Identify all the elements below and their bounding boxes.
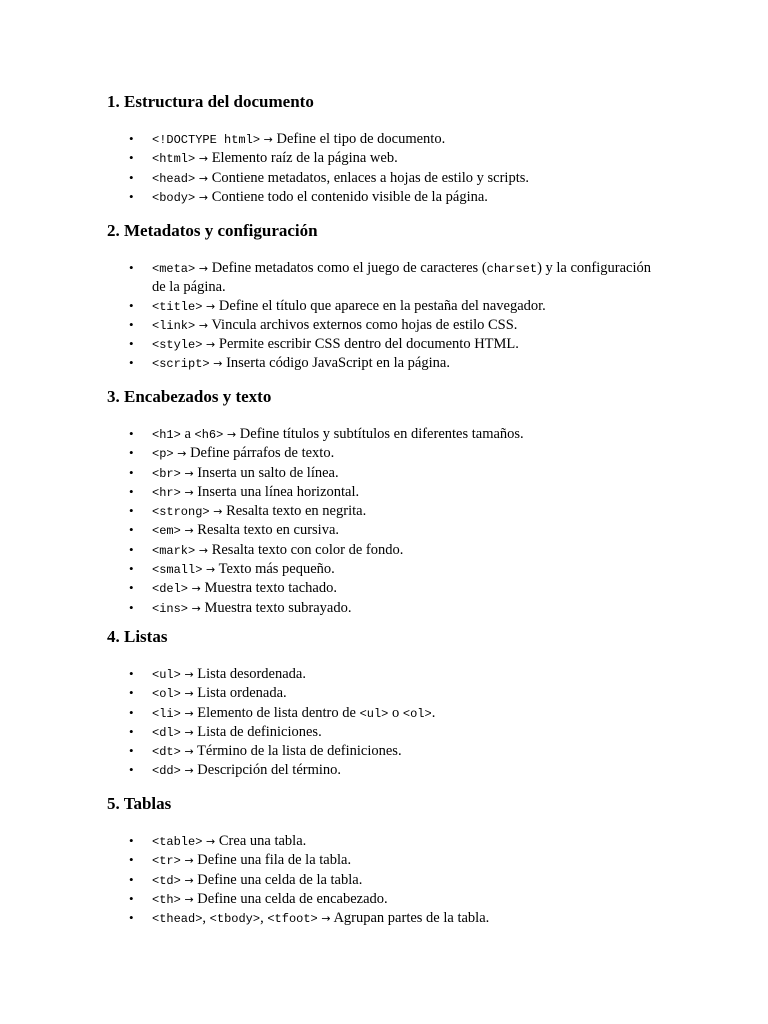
section-metadata-config [107, 221, 667, 374]
bullet-icon: • [129, 522, 134, 538]
section-lists [107, 627, 667, 781]
item-description: Resalta texto en cursiva. [197, 522, 340, 539]
code-tag: <h6> [194, 428, 224, 442]
code-tag: <td> [152, 873, 181, 888]
arrow-icon: → [184, 854, 194, 868]
list-item [107, 890, 667, 909]
bullet-icon: • [129, 131, 134, 146]
connector-text: , [202, 910, 210, 927]
item-description: Define el tipo de documento. [276, 131, 446, 147]
item-description: Inserta código JavaScript en la página. [226, 355, 450, 372]
code-tag: <del> [152, 582, 189, 597]
bullet-icon: • [129, 561, 134, 577]
bullet-icon: • [129, 833, 134, 848]
list-item [107, 188, 667, 207]
code-tag: <link> [152, 318, 196, 333]
code-tag: <tr> [152, 854, 181, 869]
list-item [107, 761, 667, 780]
code-tag: <ins> [152, 601, 189, 616]
item-description: Lista de definiciones. [197, 723, 322, 740]
arrow-icon: → [198, 152, 209, 166]
item-description: Define títulos y subtítulos en diferentes tamaños. [239, 426, 524, 442]
code-tag: <table> [152, 835, 203, 849]
arrow-icon: → [206, 835, 216, 848]
section-document-structure [107, 92, 667, 207]
item-description: Elemento raíz de la página web. [211, 150, 398, 167]
item-description: Texto más pequeño. [218, 561, 335, 578]
arrow-icon: → [184, 725, 194, 739]
item-description: Término de la lista de definiciones. [197, 743, 402, 760]
arrow-icon: → [184, 687, 194, 701]
list-item [107, 723, 667, 742]
item-description: Descripción del término. [197, 762, 342, 779]
bullet-icon: • [129, 169, 134, 185]
section-heading: 4. Listas [107, 627, 168, 646]
bullet-icon: • [129, 483, 134, 499]
item-description: Define el título que aparece en la pestaña del navegador. [218, 297, 546, 314]
list-item [107, 335, 667, 354]
bullet-icon: • [129, 260, 134, 275]
list-item [107, 665, 667, 684]
arrow-icon: → [198, 190, 209, 204]
code-tag: <thead> [152, 912, 203, 927]
arrow-icon: → [184, 706, 194, 720]
item-description: Resalta texto con color de fondo. [211, 541, 404, 558]
item-description: Vincula archivos externos como hojas de estilo CSS. [211, 316, 518, 333]
arrow-icon: → [184, 892, 194, 906]
bullet-icon: • [129, 743, 134, 759]
arrow-icon: → [206, 299, 216, 313]
list-item [107, 259, 667, 297]
arrow-icon: → [184, 668, 194, 681]
arrow-icon: → [184, 873, 194, 887]
arrow-icon: → [198, 318, 209, 332]
bullet-icon: • [129, 890, 134, 906]
bullet-list [107, 425, 667, 618]
code-tag: <dd> [152, 764, 181, 779]
item-description: Elemento de lista dentro de [197, 704, 360, 721]
arrow-icon: → [191, 601, 201, 615]
arrow-icon: → [321, 912, 331, 926]
bullet-icon: • [129, 355, 134, 371]
code-tag: <p> [152, 447, 174, 462]
bullet-icon: • [129, 336, 134, 352]
code-tag: <meta> [152, 262, 196, 276]
item-description: Resalta texto en negrita. [226, 503, 367, 520]
item-description: Contiene todo el contenido visible de la página. [211, 188, 488, 205]
item-description: Define una fila de la tabla. [197, 852, 352, 869]
arrow-icon: → [191, 582, 201, 596]
arrow-icon: → [206, 563, 216, 577]
code-tag: <title> [152, 299, 203, 314]
list-item [107, 832, 667, 851]
code-tag: <mark> [152, 543, 196, 558]
list-item [107, 579, 667, 598]
bullet-icon: • [129, 188, 134, 204]
list-item [107, 521, 667, 540]
arrow-icon: → [226, 428, 237, 441]
code-tag: <em> [152, 524, 181, 539]
arrow-icon: → [198, 543, 209, 557]
section-heading: 2. Metadatos y configuración [107, 221, 318, 240]
arrow-icon: → [263, 133, 273, 146]
bullet-icon: • [129, 297, 134, 313]
code-tag: <strong> [152, 505, 210, 520]
arrow-icon: → [184, 485, 194, 499]
list-item [107, 316, 667, 335]
list-item [107, 560, 667, 579]
item-description: Lista ordenada. [197, 685, 287, 702]
arrow-icon: → [213, 505, 223, 519]
list-item [107, 297, 667, 316]
list-item [107, 742, 667, 761]
list-item [107, 541, 667, 560]
bullet-icon: • [129, 910, 134, 926]
bullet-icon: • [129, 426, 134, 441]
arrow-icon: → [198, 262, 209, 275]
arrow-icon: → [177, 447, 187, 461]
list-item [107, 851, 667, 870]
code-tag: <dt> [152, 745, 181, 760]
item-description: Permite escribir CSS dentro del documento HTML. [218, 336, 519, 353]
bullet-icon: • [129, 723, 134, 739]
list-item [107, 425, 667, 444]
arrow-icon: → [213, 357, 223, 371]
code-tag: <script> [152, 357, 210, 372]
list-item [107, 444, 667, 463]
section-heading: 3. Encabezados y texto [107, 387, 272, 406]
bullet-list [107, 665, 667, 781]
bullet-icon: • [129, 685, 134, 701]
bullet-icon: • [129, 150, 134, 166]
arrow-icon: → [184, 466, 194, 480]
bullet-icon: • [129, 316, 134, 332]
item-description: Contiene metadatos, enlaces a hojas de estilo y scripts. [211, 169, 529, 186]
connector-text: , [260, 910, 268, 927]
list-item [107, 169, 667, 188]
item-description: Define una celda de encabezado. [197, 890, 388, 907]
item-description: Muestra texto subrayado. [204, 599, 352, 616]
bullet-icon: • [129, 666, 134, 681]
arrow-icon: → [206, 338, 216, 352]
code-tag: <ol> [402, 706, 432, 721]
item-description: Define una celda de la tabla. [197, 871, 363, 888]
section-tables [107, 794, 667, 928]
list-item [107, 599, 667, 618]
code-tag: <body> [152, 190, 196, 205]
code-tag: <ul> [359, 706, 389, 721]
list-item [107, 354, 667, 373]
item-description: Agrupan partes de la tabla. [333, 910, 490, 927]
arrow-icon: → [184, 524, 194, 538]
bullet-list [107, 130, 667, 207]
list-item [107, 909, 667, 928]
list-item [107, 684, 667, 703]
code-tag: <ul> [152, 668, 181, 682]
bullet-icon: • [129, 599, 134, 615]
item-description-continued: ) y la configuración de la página. [152, 260, 652, 296]
code-tag: <li> [152, 706, 181, 721]
bullet-list [107, 832, 667, 928]
bullet-icon: • [129, 580, 134, 596]
item-description: Muestra texto tachado. [204, 580, 337, 597]
code-tag: <tfoot> [267, 912, 318, 927]
code-tag: <br> [152, 466, 181, 481]
item-description: Inserta una línea horizontal. [197, 483, 360, 500]
code-tag: <!DOCTYPE html> [152, 133, 261, 147]
connector-text: . [431, 704, 436, 721]
list-item [107, 502, 667, 521]
code-tag: <ol> [152, 687, 181, 702]
code-tag: <dl> [152, 725, 181, 740]
code-tag: <tbody> [209, 912, 261, 927]
list-item [107, 130, 667, 149]
code-tag: <hr> [152, 485, 181, 500]
arrow-icon: → [198, 171, 209, 185]
code-tag: <head> [152, 171, 196, 186]
item-description: Define párrafos de texto. [190, 445, 335, 462]
bullet-icon: • [129, 464, 134, 480]
list-item [107, 871, 667, 890]
bullet-icon: • [129, 762, 134, 778]
item-description: Inserta un salto de línea. [197, 464, 339, 481]
connector-text: a [180, 426, 195, 442]
bullet-icon: • [129, 503, 134, 519]
code-tag: <style> [152, 338, 203, 353]
section-heading: 5. Tablas [107, 794, 172, 813]
bullet-icon: • [129, 704, 134, 720]
section-heading: 1. Estructura del documento [107, 92, 314, 111]
bullet-icon: • [129, 852, 134, 868]
item-description: Define metadatos como el juego de caracteres ( [211, 260, 487, 276]
arrow-icon: → [184, 764, 194, 778]
bullet-list [107, 259, 667, 374]
arrow-icon: → [184, 745, 194, 759]
section-headings-text [107, 387, 667, 618]
code-tag: <small> [152, 563, 203, 578]
code-tag: <th> [152, 892, 181, 907]
list-item [107, 704, 667, 723]
list-item [107, 483, 667, 502]
bullet-icon: • [129, 541, 134, 557]
code-tag: <html> [152, 152, 196, 167]
code-tag: <h1> [152, 428, 181, 442]
bullet-icon: • [129, 871, 134, 887]
list-item [107, 149, 667, 168]
bullet-icon: • [129, 445, 134, 461]
connector-text: o [388, 704, 403, 721]
list-item [107, 464, 667, 483]
item-description: Crea una tabla. [218, 833, 307, 849]
code-tag: charset [486, 262, 538, 276]
item-description: Lista desordenada. [197, 666, 306, 682]
